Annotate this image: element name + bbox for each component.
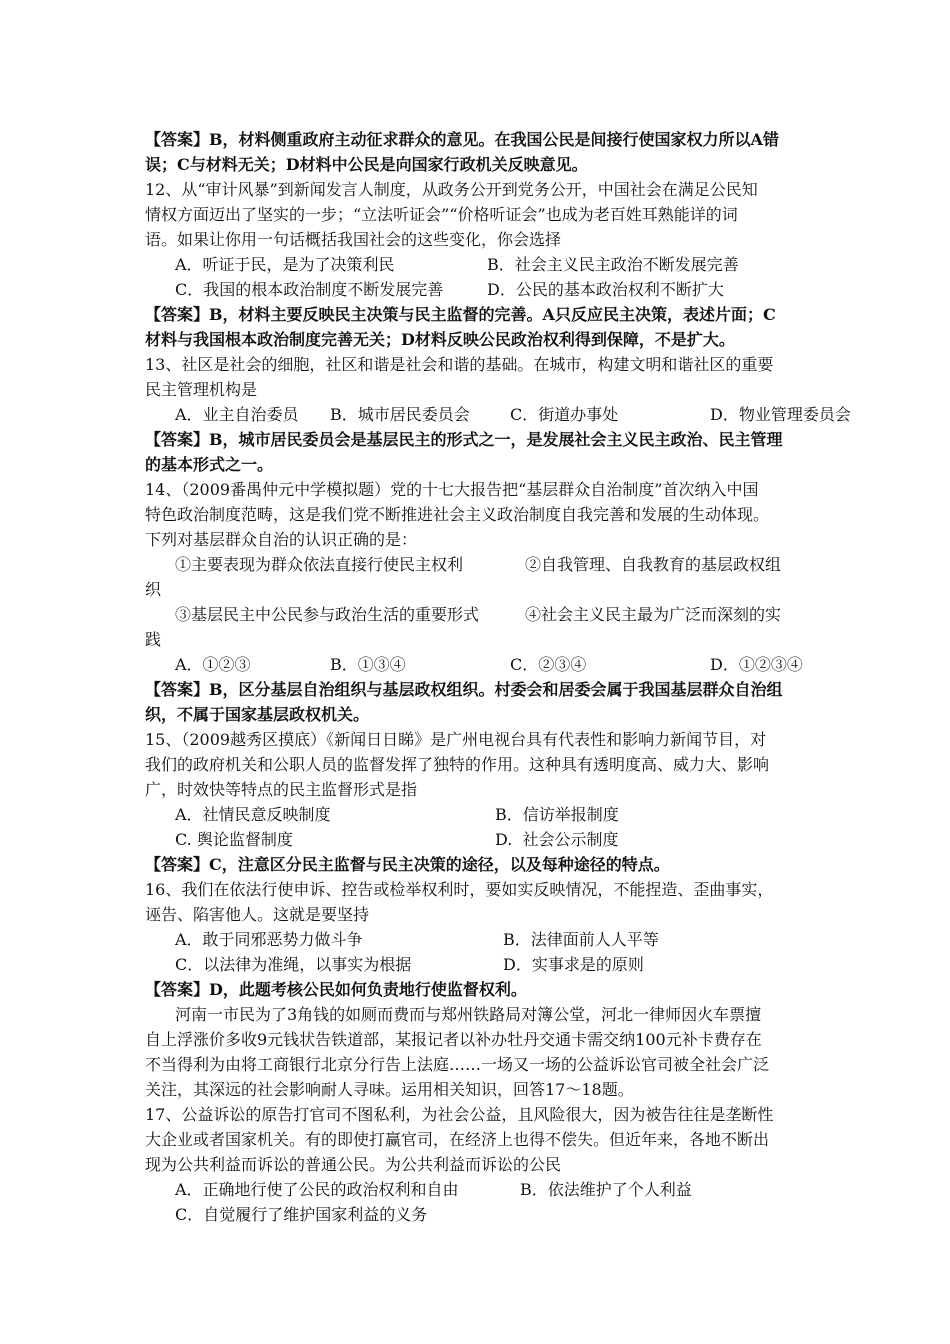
text-line: 我们的政府机关和公职人员的监督发挥了独特的作用。这种具有透明度高、威力大、影响 bbox=[145, 755, 770, 774]
option-text: D．①②③④ bbox=[710, 655, 803, 674]
option-text: B．①③④ bbox=[330, 655, 406, 674]
option-text: D．实事求是的原则 bbox=[503, 955, 644, 974]
text-line: 河南一市民为了3角钱的如厕而费而与郑州铁路局对簿公堂，河北一律师因火车票擅 bbox=[175, 1005, 762, 1024]
answer-line: 【答案】B，材料侧重政府主动征求群众的意见。在我国公民是间接行使国家权力所以A错 bbox=[145, 130, 779, 149]
answer-line: 的基本形式之一。 bbox=[145, 455, 274, 474]
answer-line: 【答案】C，注意区分民主监督与民主决策的途径，以及每种途径的特点。 bbox=[145, 855, 670, 874]
answer-line: 【答案】D，此题考核公民如何负责地行使监督权利。 bbox=[145, 980, 527, 999]
answer-line: 【答案】B，区分基层自治组织与基层政权组织。村委会和居委会属于我国基层群众自治组 bbox=[145, 680, 783, 699]
text-line: 15、（2009越秀区摸底）《新闻日日睇》是广州电视台具有代表性和影响力新闻节目，对 bbox=[145, 730, 767, 749]
text-line: 不当得利为由将工商银行北京分行告上法庭……一场又一场的公益诉讼官司被全社会广泛 bbox=[145, 1055, 770, 1074]
option-text: B．信访举报制度 bbox=[495, 805, 619, 824]
text-line: 现为公共利益而诉讼的普通公民。为公共利益而诉讼的公民 bbox=[145, 1155, 562, 1174]
text-line: 广，时效快等特点的民主监督形式是指 bbox=[145, 780, 418, 799]
option-text: A．正确地行使了公民的政治权利和自由 bbox=[175, 1180, 459, 1199]
text-line: 12、从“审计风暴”到新闻发言人制度，从政务公开到党务公开，中国社会在满足公民知 bbox=[145, 180, 758, 199]
option-text: ②自我管理、自我教育的基层政权组 bbox=[525, 555, 782, 574]
option-text: B．社会主义民主政治不断发展完善 bbox=[487, 255, 739, 274]
option-text: D．公民的基本政治权利不断扩大 bbox=[487, 280, 724, 299]
option-text: C. 舆论监督制度 bbox=[175, 830, 293, 849]
option-text: ③基层民主中公民参与政治生活的重要形式 bbox=[175, 605, 480, 624]
text-line: 13、社区是社会的细胞，社区和谐是社会和谐的基础。在城市，构建文明和谐社区的重要 bbox=[145, 355, 774, 374]
text-line: 民主管理机构是 bbox=[145, 380, 258, 399]
option-text: ④社会主义民主最为广泛而深刻的实 bbox=[525, 605, 782, 624]
option-text: A．社情民意反映制度 bbox=[175, 805, 331, 824]
option-text: B．法律面前人人平等 bbox=[503, 930, 659, 949]
text-line: 关注，其深远的社会影响耐人寻味。运用相关知识，回答17～18题。 bbox=[145, 1080, 634, 1099]
answer-line: 材料与我国根本政治制度完善无关；D材料反映公民政治权利得到保障，不是扩大。 bbox=[145, 330, 735, 349]
text-line: 17、公益诉讼的原告打官司不图私利，为社会公益，且风险很大，因为被告往往是垄断性 bbox=[145, 1105, 774, 1124]
text-line: 语。如果让你用一句话概括我国社会的这些变化，你会选择 bbox=[145, 230, 562, 249]
text-line: 情权方面迈出了坚实的一步；“立法听证会”“价格听证会”也成为老百姓耳熟能详的词 bbox=[145, 205, 738, 224]
answer-line: 织，不属于国家基层政权机关。 bbox=[145, 705, 370, 724]
text-line: 自上浮涨价多收9元钱状告铁道部，某报记者以补办牡丹交通卡需交纳100元补卡费存在 bbox=[145, 1030, 762, 1049]
option-text: A．敢于同邪恶势力做斗争 bbox=[175, 930, 363, 949]
option-text: A．①②③ bbox=[175, 655, 251, 674]
text-line: 践 bbox=[145, 630, 162, 649]
option-text: C．②③④ bbox=[510, 655, 587, 674]
answer-line: 【答案】B，材料主要反映民主决策与民主监督的完善。A只反应民主决策，表述片面；C bbox=[145, 305, 776, 324]
text-line: 16、我们在依法行使申诉、控告或检举权利时，要如实反映情况，不能捏造、歪曲事实， bbox=[145, 880, 774, 899]
option-text: C．我国的根本政治制度不断发展完善 bbox=[175, 280, 444, 299]
text-line: 诬告、陷害他人。这就是要坚持 bbox=[145, 905, 370, 924]
option-text: D．物业管理委员会 bbox=[710, 405, 851, 424]
answer-line: 【答案】B，城市居民委员会是基层民主的形式之一，是发展社会主义民主政治、民主管理 bbox=[145, 430, 783, 449]
option-text: A．业主自治委员 bbox=[175, 405, 299, 424]
text-line: 特色政治制度范畴，这是我们党不断推进社会主义政治制度自我完善和发展的生动体现。 bbox=[145, 505, 770, 524]
text-line: 14、（2009番禺仲元中学模拟题）党的十七大报告把“基层群众自治制度”首次纳入中国 bbox=[145, 480, 759, 499]
text-line: 织 bbox=[145, 580, 162, 599]
text-line: C．自觉履行了维护国家利益的义务 bbox=[175, 1205, 428, 1224]
option-text: A．听证于民，是为了决策利民 bbox=[175, 255, 395, 274]
option-text: C．街道办事处 bbox=[510, 405, 619, 424]
text-line: 下列对基层群众自治的认识正确的是： bbox=[145, 530, 418, 549]
text-line: 大企业或者国家机关。有的即使打赢官司，在经济上也得不偿失。但近年来，各地不断出 bbox=[145, 1130, 770, 1149]
option-text: ①主要表现为群众依法直接行使民主权利 bbox=[175, 555, 464, 574]
option-text: B．城市居民委员会 bbox=[330, 405, 470, 424]
answer-line: 误；C与材料无关；D材料中公民是向国家行政机关反映意见。 bbox=[145, 155, 588, 174]
option-text: B．依法维护了个人利益 bbox=[520, 1180, 692, 1199]
option-text: C．以法律为准绳，以事实为根据 bbox=[175, 955, 412, 974]
option-text: D. 社会公示制度 bbox=[495, 830, 619, 849]
